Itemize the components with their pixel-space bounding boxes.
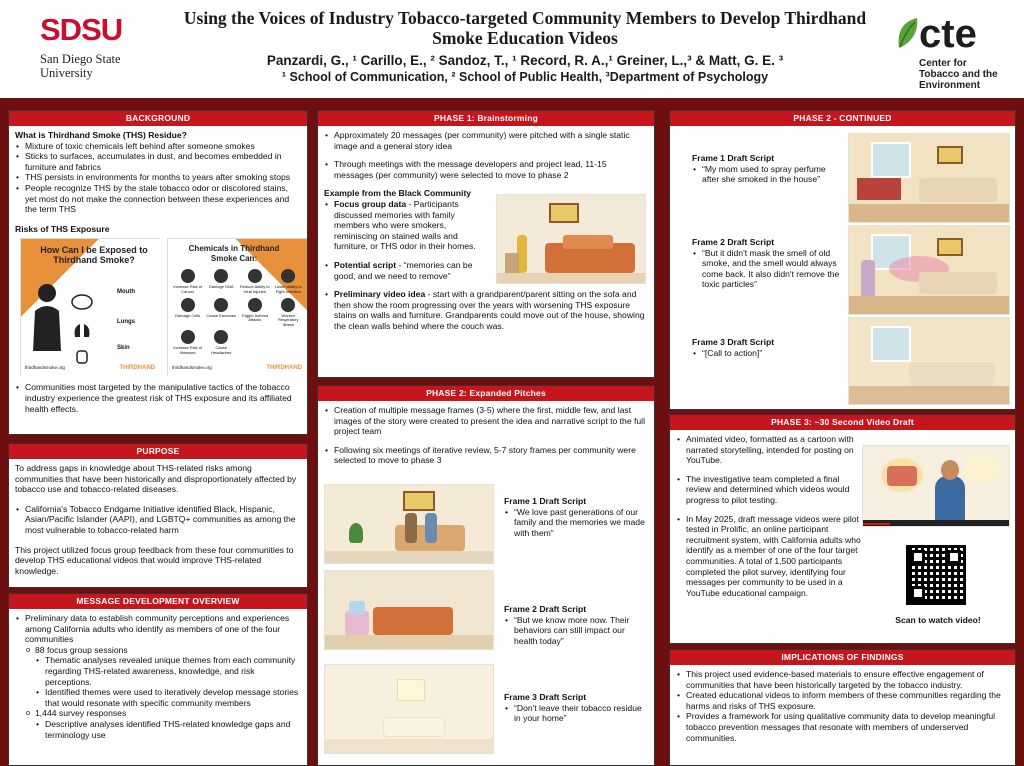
phase2c-frame-1-list — [692, 164, 842, 185]
headache-icon — [214, 330, 228, 344]
phase2-list-2 — [324, 445, 648, 466]
message-development-heading: MESSAGE DEVELOPMENT OVERVIEW — [9, 594, 307, 609]
exposure-brand: THIRDHAND — [119, 364, 155, 371]
inhaler-icon — [248, 298, 262, 312]
chemicals-site: thirdhandsmoke.org — [172, 364, 212, 370]
purpose-list — [15, 504, 301, 536]
chemical-effect-label: Cause Earaches — [206, 312, 237, 318]
phase1-panel — [317, 110, 655, 378]
chemical-effect-label: Worsen Respiratory Illness — [278, 312, 299, 327]
chemicals-infographic — [167, 238, 307, 376]
list-item: • This project used evidence-based materials to ensure effective engagement of communities that have been historically targeted by the tobacco industry. — [676, 669, 1009, 690]
background-panel — [8, 110, 308, 435]
immune-icon — [281, 269, 295, 283]
phase2c-frame-3-title: Frame 3 Draft Script — [692, 337, 775, 347]
phase2-list — [324, 405, 648, 437]
phase3-panel — [669, 414, 1016, 644]
phase1-list-2 — [324, 159, 648, 180]
poster-header — [0, 0, 1024, 98]
message-development-panel — [8, 593, 308, 766]
list-item: • “We love past generations of our family and the memories we made with them” — [504, 507, 649, 539]
black-community-illustration — [496, 194, 646, 284]
list-item: • Created educational videos to inform members of these communities regarding the harms and risks of THS exposure. — [676, 690, 1009, 711]
illness-icon — [181, 330, 195, 344]
cte-logo-name: Center for Tobacco and the Environment — [919, 58, 998, 91]
list-item — [324, 289, 648, 331]
bandage-icon — [248, 269, 262, 283]
man-figure — [935, 476, 965, 522]
chemical-effect-label: Damage Cells — [175, 312, 201, 318]
cancer-icon — [181, 269, 195, 283]
message-subsublist-2 — [15, 719, 301, 740]
hand-icon — [71, 347, 93, 365]
risks-heading: Risks of THS Exposure — [15, 223, 110, 234]
cte-logo — [895, 14, 1005, 91]
list-item: • Approximately 20 messages (per community) were pitched with a single static image and a general story idea — [324, 130, 648, 151]
poster-authors: Panzardi, G., ¹ Carillo, E., ² Sandoz, T., ¹ Record, R. A.,¹ Greiner, L.,³ & Matt, G. E. ³ — [266, 53, 784, 68]
chemical-effect-label: Cause Headaches — [211, 345, 232, 355]
phase2-continued-panel — [669, 110, 1016, 410]
list-item: • “My mom used to spray perfume after she smoked in the house” — [692, 164, 842, 185]
phase2-heading: PHASE 2: Expanded Pitches — [318, 386, 654, 401]
implications-heading: IMPLICATIONS OF FINDINGS — [670, 650, 1015, 665]
phase1-heading: PHASE 1: Brainstorming — [318, 111, 654, 126]
chemicals-infographic-title: Chemicals in Thirdhand Smoke Can: — [188, 244, 280, 263]
phase2c-frame-3-list — [692, 348, 842, 359]
list-item: • Communities most targeted by the manipulative tactics of the tobacco industry experience the greatest risk of THS exposure and its affiliated health effects. — [15, 382, 301, 414]
message-sublist — [15, 645, 301, 656]
exposure-label-lungs: Lungs — [117, 319, 135, 326]
purpose-intro: To address gaps in knowledge about THS-related risks among communities that have been historically and disproportionately affected by tobacco use and tobacco-related diseases. — [15, 463, 297, 495]
purpose-heading: PURPOSE — [9, 444, 307, 459]
ths-question: What is Thirdhand Smoke (THS) Residue? — [15, 130, 187, 140]
list-item: • Provides a framework for using qualitative community data to develop meaningful tobacco prevention messages that resonate with members of underserved communities. — [676, 711, 1009, 743]
list-item: • The investigative team completed a final review and determined which videos would progress to pilot testing. — [676, 474, 864, 506]
exposure-site: thirdhandsmoke.org — [25, 364, 65, 370]
phase2c-frame-2-image — [848, 225, 1010, 315]
idea-label: Preliminary video idea — [334, 289, 426, 300]
list-item: • California's Tobacco Endgame Initiative identified Black, Hispanic, Asian/Pacific Islander (AAPI), and LGBTQ+ communities as among the most vulnerable to tobacco-related harm — [15, 504, 301, 536]
exposure-label-mouth: Mouth — [117, 289, 135, 296]
exposure-infographic — [20, 238, 160, 376]
message-subsublist — [15, 655, 301, 708]
phase1-list — [324, 130, 648, 151]
implications-list — [676, 669, 1009, 743]
list-item: • Identified themes were used to iteratively develop message stories that would resonate with specific community members — [35, 687, 301, 708]
list-item: • Following six meetings of iterative review, 5-7 story frames per community were selected to move to phase 3 — [324, 445, 648, 466]
chemical-effect-label: Reduce Ability to Heal Injuries — [239, 284, 270, 294]
phase2c-frame-1-image — [848, 133, 1010, 223]
phase3-list-2 — [676, 474, 864, 506]
phase2-frame-3-list — [504, 703, 649, 724]
chemical-effect-label: Lower Ability to Fight Infection — [274, 284, 302, 294]
woman-figure — [861, 260, 875, 300]
phase2-frame-1-title: Frame 1 Draft Script — [504, 496, 587, 506]
list-item: • Mixture of toxic chemicals left behind after someone smokes — [15, 141, 301, 152]
list-item: • Descriptive analyses identified THS-related knowledge gaps and terminology use — [35, 719, 301, 740]
cells-icon — [181, 298, 195, 312]
phase2-continued-heading: PHASE 2 - CONTINUED — [670, 111, 1015, 126]
purpose-panel — [8, 443, 308, 588]
chemicals-brand: THIRDHAND — [266, 364, 302, 371]
list-item: • Preliminary data to establish community perceptions and experiences among California adults who identify as members of one of the four communities — [15, 613, 301, 645]
focus-label: Focus group data — [334, 198, 407, 209]
lungs-icon — [71, 321, 93, 339]
phase1-list-3 — [324, 289, 648, 331]
cte-logo-mark: cte — [919, 12, 977, 56]
phase2-frame-1-list — [504, 507, 649, 539]
message-list — [15, 613, 301, 645]
chemical-effect-label: Damage DNA — [208, 284, 234, 290]
exposure-label-skin: Skin — [117, 345, 130, 352]
poster-affiliations: ¹ School of Communication, ² School of Public Health, ³Department of Psychology — [281, 70, 769, 84]
phase2-frame-2-image — [324, 570, 494, 650]
chemical-effect-label: Increase Risk of Cancer — [173, 284, 203, 294]
list-item: • Sticks to surfaces, accumulates in dust, and becomes embedded in furniture and fabrics — [15, 151, 301, 172]
background-list — [15, 141, 301, 215]
sdsu-logo — [40, 14, 160, 80]
purpose-summary: This project utilized focus group feedback from these four communities to develop THS educational videos that would improve THS-related knowledge. — [15, 544, 294, 576]
chemical-effect-label: Trigger Asthma Attacks — [241, 312, 269, 323]
mouth-icon — [71, 293, 93, 311]
message-sublist-2 — [15, 708, 301, 719]
list-item: • “But it didn't mask the smell of old smoke, and the smell would always come back. It also didn't remove the toxic particles” — [692, 248, 842, 290]
phase2-frame-2-title: Frame 2 Draft Script — [504, 604, 587, 614]
list-item: • “But we know more now. Their behaviors can still impact our health today” — [504, 615, 649, 647]
video-progress-bar[interactable] — [863, 520, 1010, 527]
list-item: • People recognize THS by the stale tobacco odor or discolored stains, yet most do not make the connection between these experiences and the term THS — [15, 183, 301, 215]
list-item: • Through meetings with the message developers and project lead, 11-15 messages (per community) were selected to move to phase 2 — [324, 159, 648, 180]
phase2-frame-1-image — [324, 484, 494, 564]
video-thumbnail[interactable] — [862, 445, 1010, 527]
example-list-2 — [324, 260, 492, 281]
list-item: • “[Call to action]” — [692, 348, 842, 359]
list-item — [324, 260, 492, 281]
list-item: • Thematic analyses revealed unique themes from each community regarding THS-related awareness, knowledge, and risk perceptions. — [35, 655, 301, 687]
example-list — [324, 199, 492, 252]
sdsu-logo-mark: SDSU — [40, 12, 123, 47]
phase3-list — [676, 434, 864, 466]
phase2c-frame-2-list — [692, 248, 842, 290]
focus-text: - Participants discussed memories with family members who were smokers, reminiscing on stained walls and furniture, or THS odor in their homes. — [334, 198, 476, 252]
title-block — [180, 8, 870, 85]
list-item: o 88 focus group sessions — [25, 645, 301, 656]
idea-text: - start with a grandparent/parent sitting on the sofa and then show the room progressing over the years with worsening THS exposure stains on walls and furniture. Grandparents could move out of the house, showing the clean walls behind where the couch was. — [334, 289, 645, 331]
phase2-frame-2-list — [504, 615, 649, 647]
chemical-effect-label: Increase Risk of Illnesses — [173, 345, 203, 355]
list-item: o 1,444 survey responses — [25, 708, 301, 719]
list-item: • In May 2025, draft message videos were pilot tested in Prolific, an online participant recruitment system, with California adults who identify as a member of one of the four target communities. A total of 1,500 participants completed the pilot survey, identifying four messages per community to be used in a YouTube educational campaign. — [676, 514, 864, 599]
list-item: • THS persists in environments for months to years after smoking stops — [15, 172, 301, 183]
respiratory-icon — [281, 298, 295, 312]
phase2c-frame-2-title: Frame 2 Draft Script — [692, 237, 775, 247]
sdsu-university-name: San Diego State University — [40, 52, 121, 80]
list-item: • Creation of multiple message frames (3-5) where the first, middle few, and last images of the story were created to present the idea and narrative script to the full project team — [324, 405, 648, 437]
phase2c-frame-1-title: Frame 1 Draft Script — [692, 153, 775, 163]
smoker-silhouette-icon — [27, 281, 67, 353]
ear-icon — [214, 298, 228, 312]
phase3-heading: PHASE 3: ~30 Second Video Draft — [670, 415, 1015, 430]
exposure-infographic-title: How Can I be Exposed to Thirdhand Smoke? — [40, 245, 148, 266]
list-item: • “Don't leave their tobacco residue in your home” — [504, 703, 649, 724]
qr-code[interactable] — [906, 545, 966, 605]
list-item — [324, 199, 492, 252]
list-item: • Animated video, formatted as a cartoon with narrated storytelling, intended for posting on YouTube. — [676, 434, 864, 466]
script-label: Potential script — [334, 259, 397, 270]
phase2-frame-3-title: Frame 3 Draft Script — [504, 692, 587, 702]
phase3-list-3 — [676, 514, 864, 599]
phase2c-frame-3-image — [848, 317, 1010, 405]
background-heading: BACKGROUND — [9, 111, 307, 126]
script-text: - “memories can be good, and we need to remove” — [334, 259, 473, 281]
phase2-frame-3-image — [324, 664, 494, 754]
poster-title: Using the Voices of Industry Tobacco-targeted Community Members to Develop Thirdhand Smoke Education Videos — [183, 8, 867, 48]
qr-caption: Scan to watch video! — [895, 615, 981, 625]
implications-panel — [669, 649, 1016, 766]
phase2-panel — [317, 385, 655, 766]
background-list-2 — [15, 382, 301, 414]
example-heading: Example from the Black Community — [324, 188, 472, 199]
dna-icon — [214, 269, 228, 283]
